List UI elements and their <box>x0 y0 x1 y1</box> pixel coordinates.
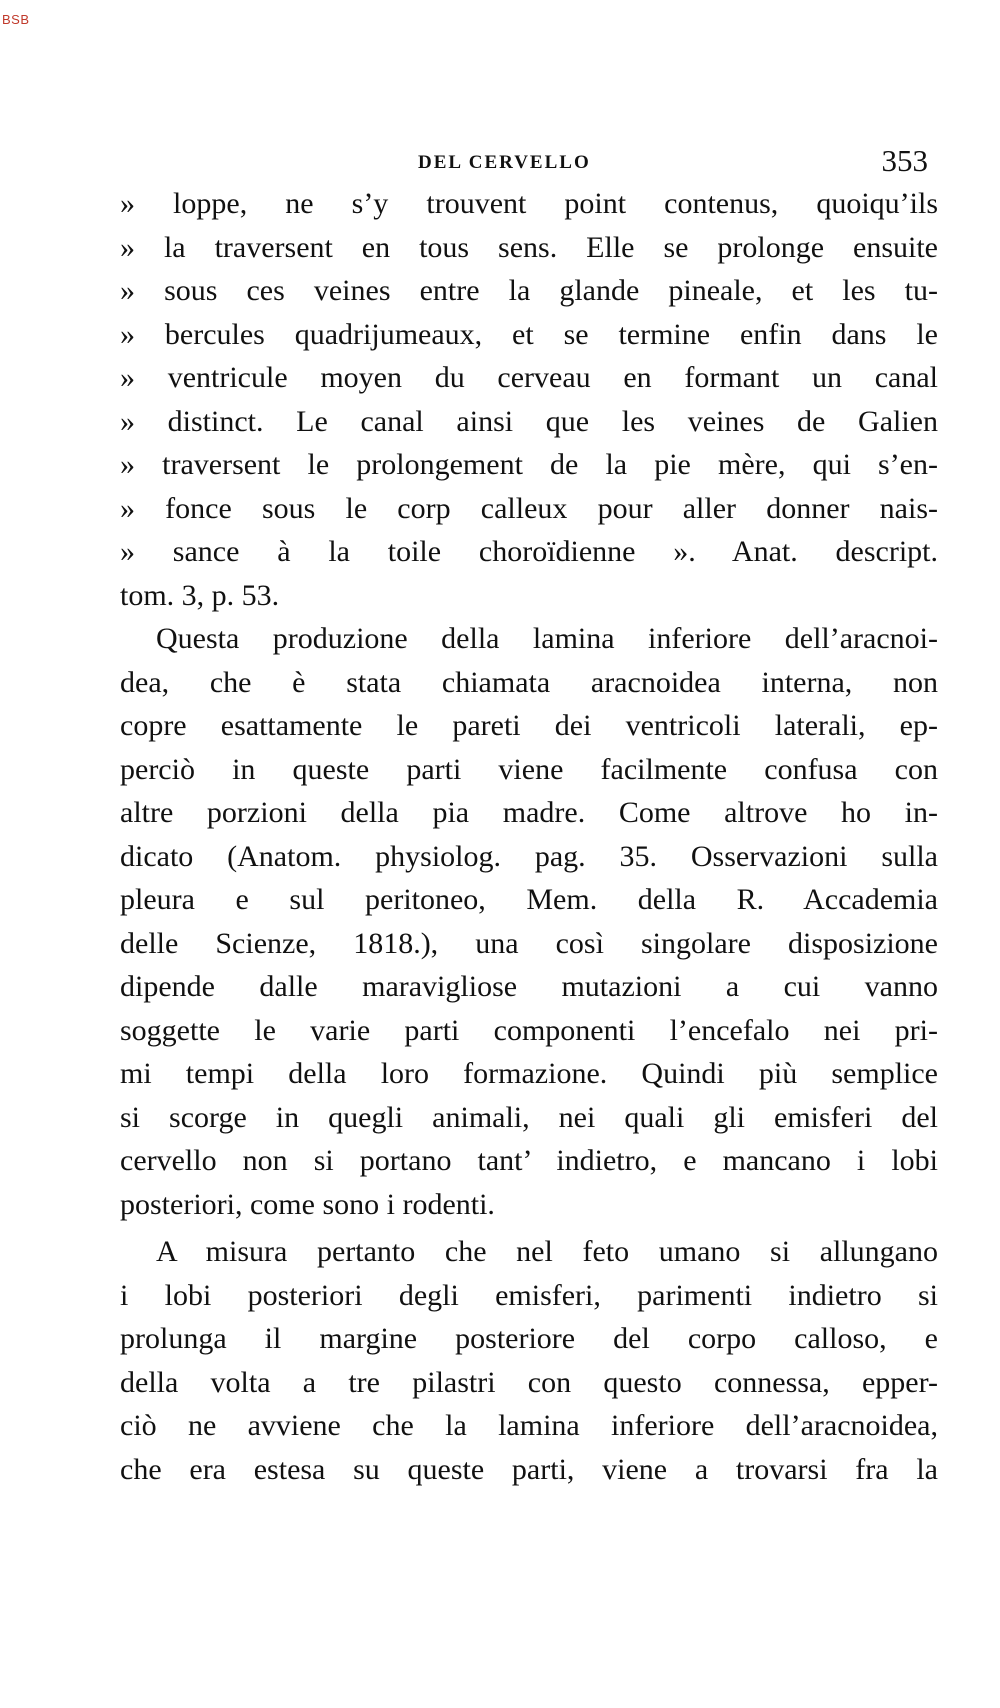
text-line: mi tempi della loro formazione. Quindi più semplice <box>120 1057 938 1090</box>
text-line: A misura pertanto che nel feto umano si allungano <box>156 1235 938 1268</box>
text-line: dicato (Anatom. physiolog. pag. 35. Osservazioni sulla <box>120 839 938 873</box>
text-line: della volta a tre pilastri con questo connessa, epper- <box>120 1365 938 1399</box>
text-line: pleura e sul peritoneo, Mem. della R. Accademia <box>120 883 938 916</box>
page-header <box>120 140 930 180</box>
running-title: DEL CERVELLO <box>418 152 591 173</box>
text-line: » ventricule moyen du cerveau en formant un canal <box>120 361 938 394</box>
text-line: » fonce sous le corp calleux pour aller donner nais- <box>120 491 938 525</box>
text-line: i lobi posteriori degli emisferi, parimenti indietro si <box>120 1278 938 1312</box>
library-watermark: BSB <box>2 12 30 27</box>
text-line: copre esattamente le pareti dei ventricoli laterali, ep- <box>120 709 938 742</box>
text-line: cervello non si portano tant’ indietro, e mancano i lobi <box>120 1144 938 1177</box>
text-line: » loppe, ne s’y trouvent point contenus, quoiqu’ils <box>120 187 938 220</box>
text-line: ciò ne avviene che la lamina inferiore dell’aracnoidea, <box>120 1409 938 1442</box>
text-line: » traversent le prolongement de la pie mère, qui s’en- <box>120 448 938 481</box>
text-line: delle Scienze, 1818.), una così singolare disposizione <box>120 926 938 960</box>
text-line: che era estesa su queste parti, viene a trovarsi fra la <box>120 1452 938 1486</box>
text-line: prolunga il margine posteriore del corpo calloso, e <box>120 1322 938 1355</box>
text-line: Questa produzione della lamina inferiore dell’aracnoi- <box>156 622 938 655</box>
text-line: si scorge in quegli animali, nei quali gli emisferi del <box>120 1100 938 1134</box>
paragraph-2 <box>120 1230 938 1491</box>
text-line: » la traversent en tous sens. Elle se prolonge ensuite <box>120 230 938 264</box>
text-line: posteriori, come sono i rodenti. <box>120 1187 495 1221</box>
text-line: » sous ces veines entre la glande pineale, et les tu- <box>120 274 938 307</box>
page-number: 353 <box>881 143 928 178</box>
text-line: soggette le varie parti componenti l’encefalo nei pri- <box>120 1013 938 1047</box>
french-quotation <box>120 182 938 617</box>
text-line: altre porzioni della pia madre. Come altrove ho in- <box>120 796 938 829</box>
text-line: » sance à la toile choroïdienne ». Anat. descript. <box>120 535 938 568</box>
citation-line: tom. 3, p. 53. <box>120 578 280 612</box>
text-line: perciò in queste parti viene facilmente confusa con <box>120 752 938 786</box>
paragraph-1 <box>120 617 938 1226</box>
text-line: dipende dalle maravigliose mutazioni a cui vanno <box>120 970 938 1003</box>
page-body <box>120 182 938 1491</box>
text-line: dea, che è stata chiamata aracnoidea interna, non <box>120 665 938 699</box>
text-line: » bercules quadrijumeaux, et se termine enfin dans le <box>120 317 938 351</box>
text-line: » distinct. Le canal ainsi que les veines de Galien <box>120 404 938 438</box>
